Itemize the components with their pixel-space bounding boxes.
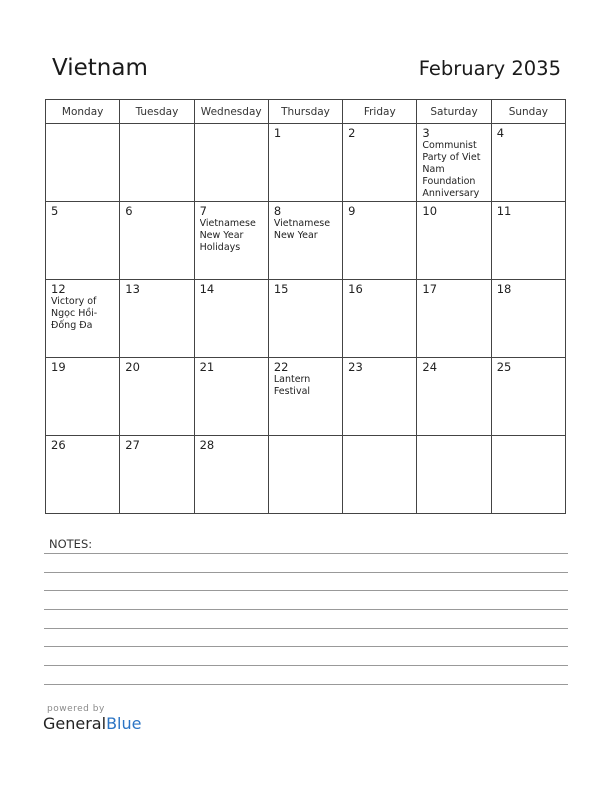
- day-cell: [491, 124, 565, 202]
- day-cell: [120, 124, 194, 202]
- day-number: 3: [422, 126, 430, 140]
- weekday-saturday: Saturday: [417, 100, 491, 124]
- weekday-tuesday: Tuesday: [120, 100, 194, 124]
- day-cell: [120, 202, 194, 280]
- day-number: 7: [199, 204, 207, 218]
- day-cell: [491, 358, 565, 436]
- day-cell: [491, 280, 565, 358]
- day-number: 16: [348, 282, 363, 296]
- day-number: 27: [125, 438, 140, 452]
- day-number: 13: [125, 282, 140, 296]
- day-number: 6: [125, 204, 133, 218]
- weekday-sunday: Sunday: [491, 100, 565, 124]
- note-line: [44, 665, 568, 666]
- note-line: [44, 609, 568, 610]
- day-number: 17: [422, 282, 438, 296]
- day-number: 11: [496, 204, 512, 218]
- day-cell: [120, 436, 194, 514]
- day-cell: [194, 358, 268, 436]
- day-cell: [343, 436, 417, 514]
- calendar-grid: [45, 99, 566, 514]
- day-cell: [343, 280, 417, 358]
- notes-label: NOTES:: [49, 537, 93, 551]
- day-number: 18: [496, 282, 512, 296]
- day-cell: [120, 280, 194, 358]
- day-number: 10: [422, 204, 438, 218]
- day-number: 14: [199, 282, 215, 296]
- day-number: 28: [199, 438, 215, 452]
- day-number: 22: [273, 360, 289, 374]
- day-cell: [268, 436, 342, 514]
- country-title: Vietnam: [52, 55, 148, 81]
- brand-name: [43, 714, 141, 733]
- weekday-thursday: Thursday: [268, 100, 342, 124]
- month-title: February 2035: [418, 57, 561, 80]
- day-cell: [46, 358, 120, 436]
- day-cell: [417, 436, 491, 514]
- day-cell: [46, 436, 120, 514]
- day-cell: [343, 358, 417, 436]
- powered-by-text: powered by: [47, 704, 105, 714]
- day-number: 24: [422, 360, 438, 374]
- day-cell: [417, 280, 491, 358]
- note-line: [44, 590, 568, 591]
- weekday-monday: Monday: [46, 100, 120, 124]
- holiday-label: Lantern Festival: [273, 374, 311, 397]
- day-cell: [120, 358, 194, 436]
- day-cell: [268, 124, 342, 202]
- day-cell: [46, 202, 120, 280]
- weekday-header-row: [46, 100, 566, 124]
- day-number: 12: [51, 282, 66, 296]
- day-number: 21: [199, 360, 215, 374]
- note-line: [44, 646, 568, 647]
- day-cell: [46, 124, 120, 202]
- day-number: 26: [51, 438, 66, 452]
- day-number: 20: [125, 360, 140, 374]
- note-line: [44, 553, 568, 554]
- day-number: 15: [273, 282, 289, 296]
- day-number: 1: [273, 126, 282, 140]
- day-number: 5: [51, 204, 59, 218]
- day-cell: [194, 124, 268, 202]
- note-line: [44, 572, 568, 573]
- weekday-wednesday: Wednesday: [194, 100, 268, 124]
- day-cell: [46, 280, 120, 358]
- calendar-week-row: [46, 202, 566, 280]
- day-cell: [268, 202, 342, 280]
- day-cell: [417, 358, 491, 436]
- holiday-label: Communist Party of Viet Nam Foundation Anniversary: [422, 140, 481, 199]
- day-number: 2: [348, 126, 356, 140]
- day-number: 23: [348, 360, 363, 374]
- generalblue-logo[interactable]: [43, 704, 141, 733]
- day-number: 8: [273, 204, 282, 218]
- holiday-label: Vietnamese New Year Holidays: [199, 218, 256, 253]
- calendar-week-row: [46, 358, 566, 436]
- calendar-week-row: [46, 436, 566, 514]
- calendar-week-row: [46, 280, 566, 358]
- day-number: 25: [496, 360, 512, 374]
- day-cell: [417, 202, 491, 280]
- day-cell: [194, 436, 268, 514]
- day-cell: [194, 202, 268, 280]
- note-line: [44, 628, 568, 629]
- day-number: 4: [496, 126, 505, 140]
- day-number: 9: [348, 204, 356, 218]
- brand-general: General: [43, 714, 107, 733]
- day-cell: [491, 202, 565, 280]
- day-number: 19: [51, 360, 66, 374]
- holiday-label: Vietnamese New Year: [273, 218, 331, 241]
- weekday-friday: Friday: [343, 100, 417, 124]
- day-cell: [417, 124, 491, 202]
- day-cell: [491, 436, 565, 514]
- day-cell: [268, 280, 342, 358]
- day-cell: [343, 124, 417, 202]
- day-cell: [194, 280, 268, 358]
- day-cell: [343, 202, 417, 280]
- brand-blue: Blue: [106, 714, 142, 733]
- calendar-week-row: [46, 124, 566, 202]
- day-cell: [268, 358, 342, 436]
- holiday-label: Victory of Ngọc Hồi-Đống Đa: [51, 296, 98, 331]
- note-line: [44, 684, 568, 685]
